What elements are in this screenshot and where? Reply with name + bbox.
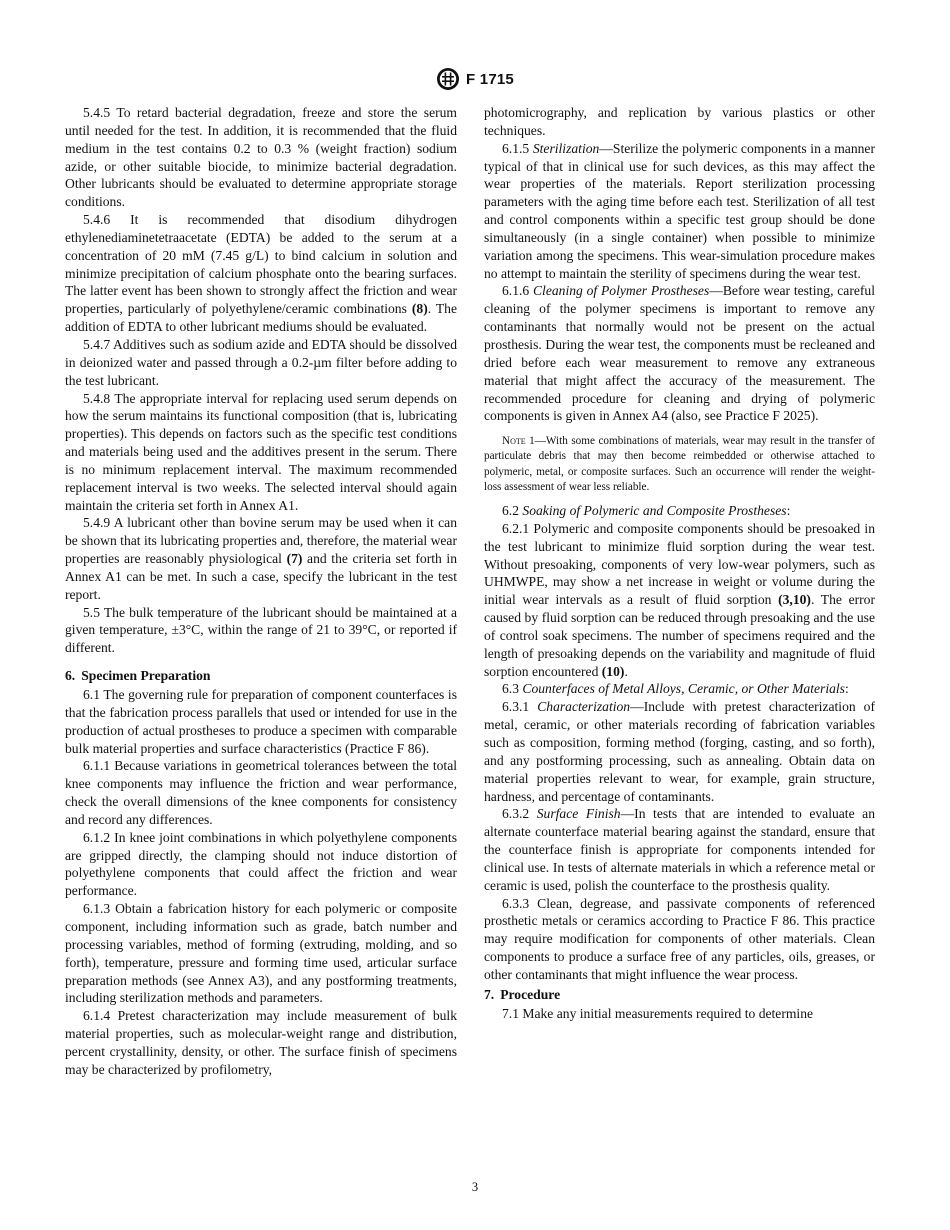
paragraph-6-1-4: 6.1.4 Pretest characterization may include measurement of bulk material properties, such as molecular-weight range and distribution, percent crystallinity, density, or other. The surface finish of specimens may be characterized by profilometry, (65, 1008, 457, 1077)
paragraph-7-1: 7.1 Make any initial measurements required to determine (502, 1005, 814, 1021)
astm-logo-icon (436, 67, 460, 91)
paragraph-5-5: 5.5 The bulk temperature of the lubricant should be maintained at a given temperature, ±3°C, within the range of 21 to 39°C, or reported if different. (65, 604, 457, 656)
paragraph-6-1-1: 6.1.1 Because variations in geometrical tolerances between the total knee components may influence the friction and wear performance, check the overall dimensions of the knee components for consistency and record any differences. (65, 758, 457, 827)
paragraph-6-2: 6.2 Soaking of Polymeric and Composite Prostheses: (502, 503, 791, 518)
paragraph-6-1: 6.1 The governing rule for preparation of component counterfaces is that the fabrication process parallels that used or intended for use in the production of actual prostheses to produce a specimen with comparable bulk material properties and surface characteristics (Practice F 86). (65, 687, 457, 756)
page-header (0, 66, 950, 92)
paragraph-5-4-8: 5.4.8 The appropriate interval for replacing used serum depends on how the serum maintains its functional composition (that is, lubricating properties). This depends on factors such as the specific test conditions and materials being used and the additives present in the serum. There is no minimum replacement interval. The maximum recommended replacement interval is two weeks. The selected interval should again maintain the criteria set forth in Annex A1. (65, 390, 457, 513)
paragraph-6-3-1-title: Characterization (537, 699, 631, 715)
reference-7: (7) (286, 551, 303, 567)
paragraph-6-3-2-title: Surface Finish (536, 806, 621, 822)
paragraph-5-4-6: 5.4.6 It is recommended that disodium dihydrogen ethylenediaminetetraacetate (EDTA) be added to the serum at a concentration of 20 mM (7.45 g/L) to bind calcium in solution and minimize precipitation of calcium phosphate onto the bearing surfaces. The latter event has been shown to strongly affect the friction and wear properties, particularly of polyethylene/ceramic combinations (8). The addition of EDTA to other lubricant mediums should be evaluated. (65, 212, 458, 335)
paragraph-6-1-4-continued: photomicrography, and replication by various plastics or other techniques. (484, 105, 875, 138)
paragraph-6-1-5-title: Sterilization (532, 140, 600, 156)
reference-10: (10) (601, 663, 625, 679)
paragraph-6-1-3: 6.1.3 Obtain a fabrication history for each polymeric or composite component, including information such as grade, batch number and processing variables, method of forming (extruding, molding, and so forth), temperature, pressure and forming time used, articular surface preparation methods (see Annex A3), and any postforming treatments, including sterilization methods and parameters. (65, 901, 457, 1006)
document-id: F 1715 (466, 70, 514, 88)
paragraph-5-4-7: 5.4.7 Additives such as sodium azide and EDTA should be dissolved in deionized water and passed through a 0.2-µm filter before adding to the test lubricant. (65, 336, 457, 388)
paragraph-5-4-5: 5.4.5 To retard bacterial degradation, freeze and store the serum until needed for the test. In addition, it is recommended that the fluid medium in the test contains 0.2 to 0.3 % (weight fraction) sodium azide, or other suitable biocide, to minimize bacterial degradation. Other lubricants should be evaluated to determine appropriate storage conditions. (65, 105, 457, 210)
note-1: Note 1—With some combinations of materials, wear may result in the transfer of particulate debris that may then become reimbedded or otherwise attached to polymeric, metal, or composite surfaces. Such an occurrence will render the weight-loss assessment of wear less reliable. (484, 435, 875, 493)
paragraph-6-1-6: 6.1.6 Cleaning of Polymer Prostheses—Before wear testing, careful cleaning of the polymer specimens is important to remove any contaminants that normally would not be present on the actual prosthesis. During the wear test, the components must be recleaned and dried before each wear measurement to remove any extraneous material that might affect the accuracy of the measurement. The recommended procedure for cleaning and drying of polymeric components is given in Annex A4 (also, see Practice F 2025). (484, 283, 876, 424)
page-number: 3 (471, 1180, 479, 1194)
paragraph-6-3-3: 6.3.3 Clean, degrease, and passivate components of referenced prosthetic metals or ceramics according to Practice F 86. This practice may require modification for components of other materials. Clean components to produce a surface free of any particles, oils, greases, or other contaminants that might influence the wear process. (484, 895, 875, 982)
section-7-heading: 7. Procedure (484, 986, 561, 1002)
left-column (65, 104, 457, 1079)
paragraph-6-3: 6.3 Counterfaces of Metal Alloys, Ceramic, or Other Materials: (502, 681, 849, 697)
paragraph-5-4-9: 5.4.9 A lubricant other than bovine serum may be used when it can be shown that its lubricating properties and, therefore, the material wear properties are reasonably physiological (7) and the criteria set forth in Annex A1 can be met. In such a case, specify the lubricant in the test report. (65, 515, 457, 602)
reference-3-10: (3,10) (778, 592, 811, 608)
paragraph-6-1-2: 6.1.2 In knee joint combinations in which polyethylene components are gripped directly, the clamping should not induce distortion of polyethylene components that could affect the friction and wear performance. (65, 829, 457, 899)
right-column (484, 104, 875, 1022)
section-6-heading: 6. Specimen Preparation (65, 668, 211, 684)
note-label: Note (502, 435, 526, 448)
paragraph-6-2-title: Soaking of Polymeric and Composite Prostheses (522, 503, 787, 518)
paragraph-6-2-1: 6.2.1 Polymeric and composite components should be presoaked in the test lubricant to minimize fluid sorption during the wear test. Without presoaking, components of very low-wear polymers, such as UHMWPE, may show a net increase in weight or volume during the initial wear intervals as a result of fluid sorption (3,10). The error caused by fluid sorption can be reduced through presoaking and the use of control soak specimens. The number of specimens required and the length of presoaking depends on the variability and magnitude of fluid sorption encountered (10). (484, 520, 875, 679)
paragraph-6-3-title: Counterfaces of Metal Alloys, Ceramic, or Other Materials (522, 681, 845, 697)
reference-8: (8) (411, 301, 428, 317)
paragraph-6-3-2: 6.3.2 Surface Finish—In tests that are intended to evaluate an alternate counterface material bearing against the standard, ensure that the counterface finish is appropriate for components intended for clinical use. In tests of alternate materials in which a reference metal or ceramic is used, polish the counterface to the prosthesis quality. (484, 806, 875, 893)
paragraph-6-1-5: 6.1.5 Sterilization—Sterilize the polymeric components in a manner typical of that in clinical use for such devices, as this may affect the wear properties of the materials. Report sterilization processing parameters with the aging time before each test. Sterilization of all test and control components within a specific test group should be done simultaneously (in a single container) when possible to minimize variation among the specimens. This wear-simulation procedure makes no attempt to maintain the sterility of specimens during the wear test. (484, 140, 875, 281)
paragraph-6-1-6-title: Cleaning of Polymer Prostheses (532, 283, 710, 299)
paragraph-6-3-1: 6.3.1 Characterization—Include with pretest characterization of metal, ceramic, or other materials recording of fabrication variables such as composition, forming method (forging, casting, and so forth), and any postforming processing, such as annealing. Obtain data on material properties relevant to wear, for example, grain structure, hardness, and percentage of contaminants. (484, 699, 875, 804)
